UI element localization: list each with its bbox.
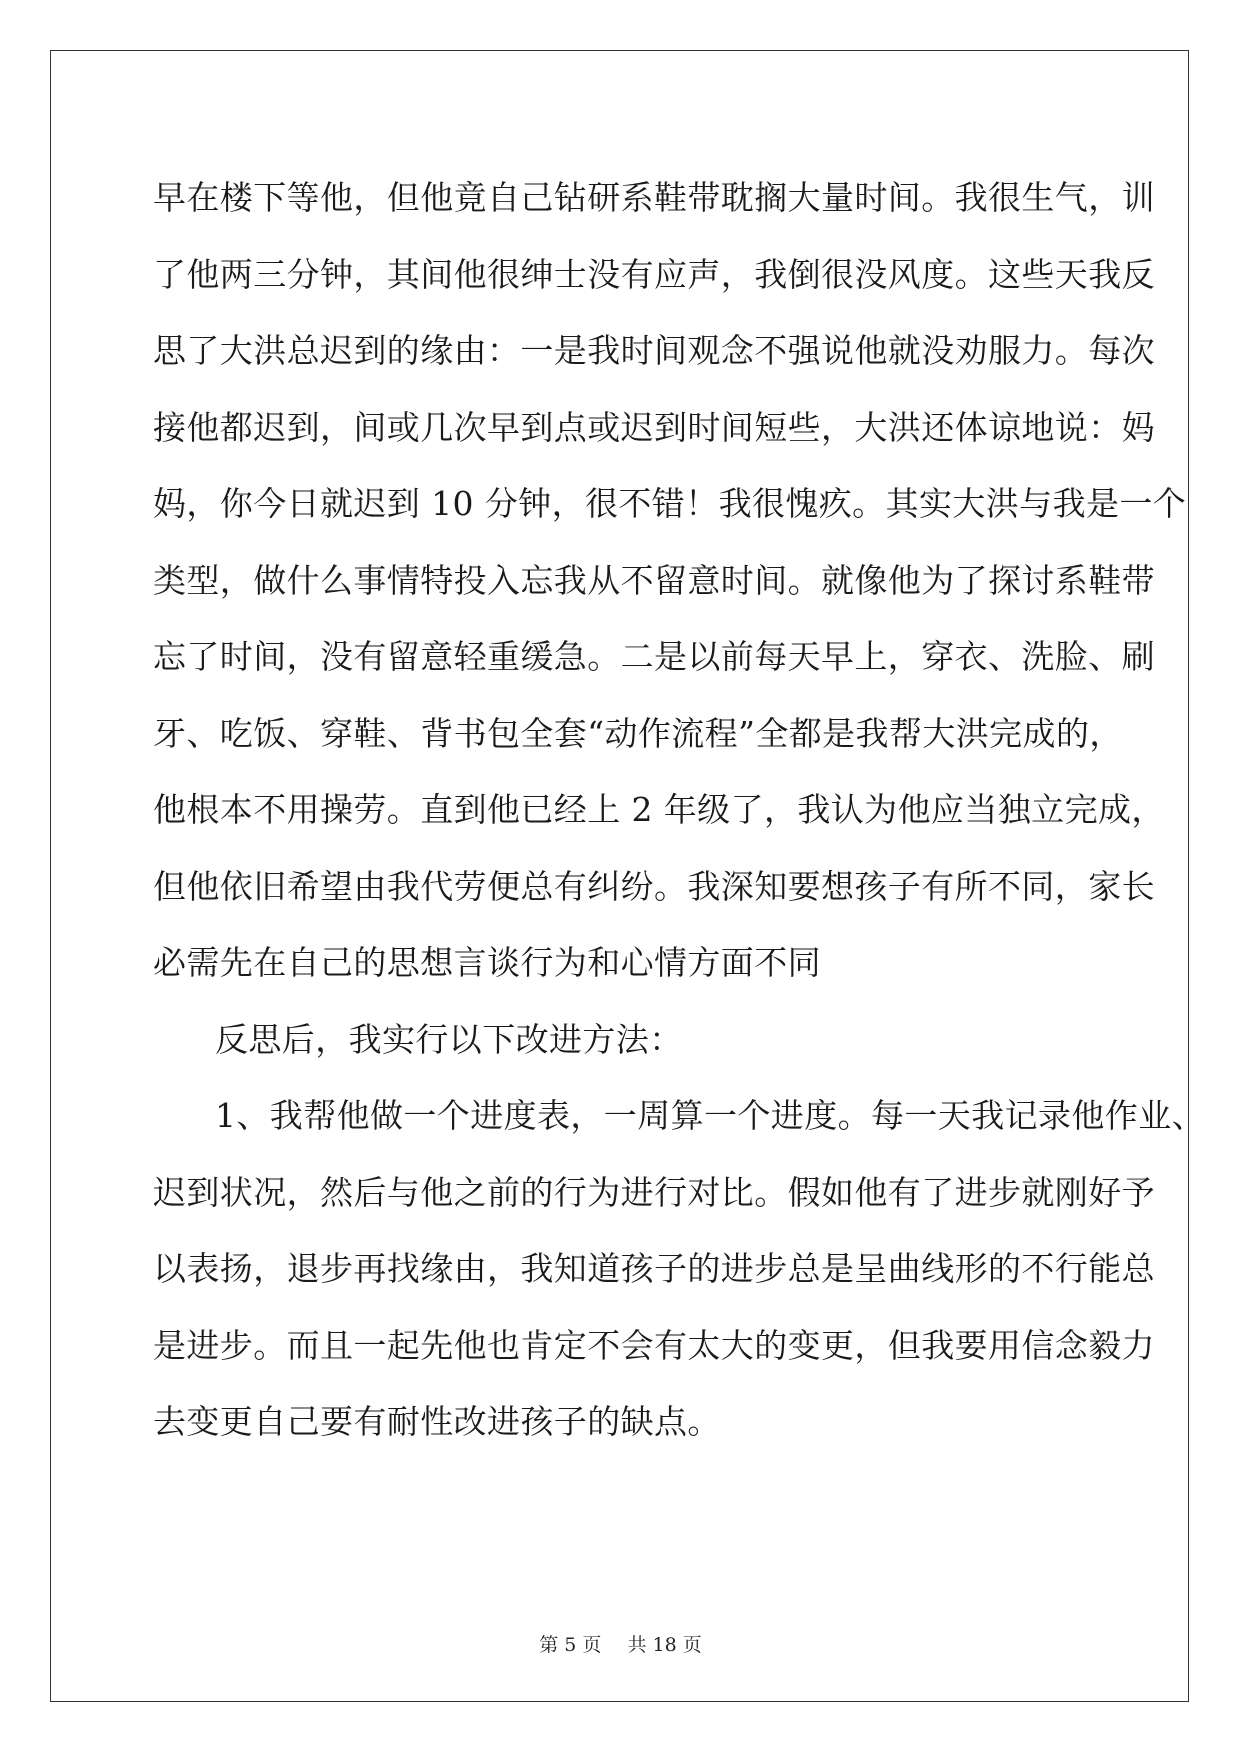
- text-line: 以表扬，退步再找缘由，我知道孩子的进步总是呈曲线形的不行能总: [153, 1249, 1155, 1288]
- text-line: 接他都迟到，间或几次早到点或迟到时间短些，大洪还体谅地说：妈: [153, 407, 1155, 447]
- text-line: 了他两三分钟，其间他很绅士没有应声，我倒很没风度。这些天我反: [153, 254, 1155, 294]
- text-line: 妈，你今日就迟到 10 分钟，很不错！我很愧疚。其实大洪与我是一个: [153, 484, 1187, 523]
- text-line: 必需先在自己的思想言谈行为和心情方面不同: [153, 943, 821, 982]
- text-line: 忘了时间，没有留意轻重缓急。二是以前每天早上，穿衣、洗脸、刷: [153, 637, 1155, 676]
- text-line: 思了大洪总迟到的缘由：一是我时间观念不强说他就没劝服力。每次: [153, 331, 1155, 370]
- text-line: 去变更自己要有耐性改进孩子的缺点。: [153, 1402, 721, 1441]
- text-line: 迟到状况，然后与他之前的行为进行对比。假如他有了进步就刚好予: [153, 1172, 1155, 1212]
- document-body: [153, 160, 1205, 1461]
- page-total: 共 18 页: [627, 1634, 702, 1656]
- paragraph-heading: 反思后，我实行以下改进方法：: [215, 1019, 683, 1059]
- text-line: 他根本不用操劳。直到他已经上 2 年级了，我认为他应当独立完成，: [153, 790, 1165, 829]
- page-footer: [0, 1630, 1241, 1657]
- text-line: 但他依旧希望由我代劳便总有纠纷。我深知要想孩子有所不同，家长: [153, 866, 1155, 906]
- text-line: 牙、吃饭、穿鞋、背书包全套“动作流程”全都是我帮大洪完成的，: [153, 713, 1123, 753]
- text-line: 是进步。而且一起先他也肯定不会有太大的变更，但我要用信念毅力: [153, 1325, 1155, 1365]
- text-line: 早在楼下等他，但他竟自己钻研系鞋带耽搁大量时间。我很生气，训: [153, 178, 1155, 217]
- text-line: 1、我帮他做一个进度表，一周算一个进度。每一天我记录他作业、: [215, 1096, 1205, 1135]
- text-line: 类型，做什么事情特投入忘我从不留意时间。就像他为了探讨系鞋带: [153, 560, 1155, 600]
- page-number: 第 5 页: [539, 1634, 602, 1656]
